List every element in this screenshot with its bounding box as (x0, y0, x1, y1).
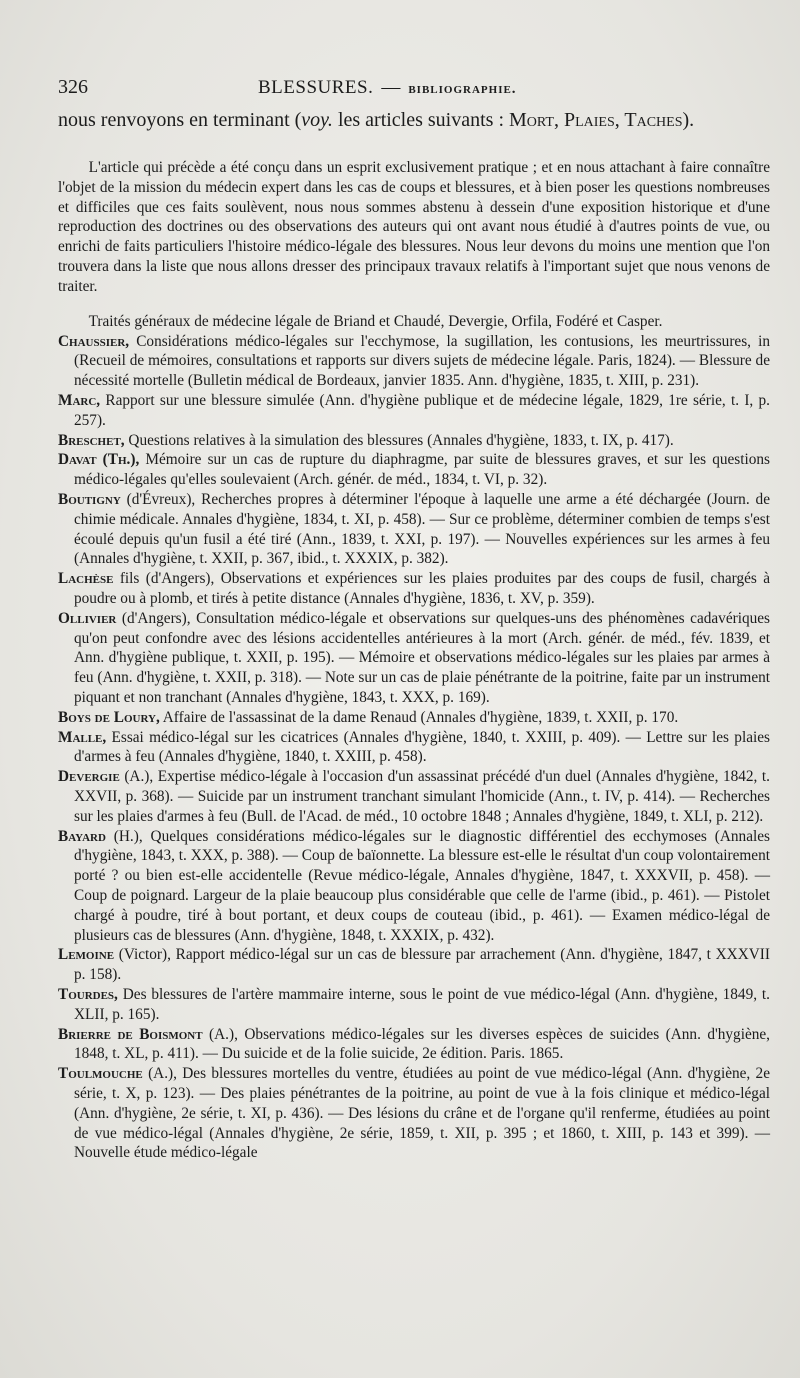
bibliography-entry: Boutigny (d'Évreux), Recherches propres à déterminer l'époque à laquelle une arme a été déchargée (Journ. de chimie médicale. Annales d'hygiène, 1834, t. XI, p. 458). — Sur ce problème, déterminer combien de temps s'est écoulé depuis qu'un fusil a été tiré (Ann., 1839, t. XXI, p. 197). — Nouvelles expériences sur les armes à feu (Annales d'hygiène, t. XXII, p. 367, ibid., t. XXXIX, p. 382). (58, 491, 770, 568)
bibliography-entry: Bayard (H.), Quelques considérations médico-légales sur le diagnostic différentiel des ecchymoses (Annales d'hygiène, 1843, t. XXX, p. 388). — Coup de baïonnette. La blessure est-elle le résultat d'un coup volontairement porté ? ou bien est-elle accidentelle (Revue médico-légale, Annales d'hygiène, 1847, t. XXXVII, p. 458). — Coup de poignard. Largeur de la plaie beaucoup plus considérable que celle de l'arme (ibid., p. 461). — Pistolet chargé à poudre, tiré à bout portant, et deux coups de couteau (ibid., p. 461). — Examen médico-légal de plusieurs cas de blessures (Ann. d'hygiène, 1848, t. XXXIX, p. 432). (58, 827, 770, 944)
bibliography-entry: Breschet, Questions relatives à la simulation des blessures (Annales d'hygiène, 1833, t. IX, p. 417). (58, 431, 674, 449)
bibliography-entry: Toulmouche (A.), Des blessures mortelles du ventre, étudiées au point de vue médico-légal (Ann. d'hygiène, 2e série, t. X, p. 123). — Des plaies pénétrantes de la poitrine, au point de vue à la fois clinique et médico-légal (Ann. d'hygiène, 2e série, t. XI, p. 436). — Des lésions du crâne et de l'organe qu'il renferme, étudiées au point de vue médico-légal (Annales d'hygiène, 2e série, 1859, t. XII, p. 395 ; et 1860, t. XIII, p. 143 et 399). — Nouvelle étude médico-légale (58, 1065, 770, 1162)
bibliography-entry: Brierre de Boismont (A.), Observations médico-légales sur les diverses espèces de suicides (Ann. d'hygiène, 1848, t. XL, p. 411). — Du suicide et de la folie suicide, 2e édition. Paris. 1865. (58, 1025, 771, 1063)
running-head-separator: — (381, 77, 401, 98)
bibliography-entry: Traités généraux de médecine légale de Briand et Chaudé, Devergie, Orfila, Fodéré et Casper. (88, 312, 663, 330)
bibliography-entry: Tourdes, Des blessures de l'artère mammaire interne, sous le point de vue médico-légal (Ann. d'hygiène, 1849, t. XLII, p. 165). (58, 985, 770, 1023)
running-title: BLESSURES. (258, 77, 374, 98)
page-number: 326 (58, 76, 88, 98)
bibliography-entry: Devergie (A.), Expertise médico-légale à l'occasion d'un assassinat précédé d'un duel (Annales d'hygiène, 1842, t. XXVII, p. 368). — Suicide par un instrument tranchant simulant l'homicide (Ann., t. IV, p. 414). — Recherches sur les plaies d'armes à feu (Bull. de l'Acad. de méd., 10 octobre 1848 ; Annales d'hygiène, 1849, t. XLI, p. 212). (58, 768, 770, 825)
intro-paragraph: L'article qui précède a été conçu dans un esprit exclusivement pratique ; et en nous attachant à faire connaître l'objet de la mission du médecin expert dans les cas de coups et blessures, et à bien poser les questions nombreuses et difficiles que ces faits soulèvent, nous nous sommes abstenu à dessein d'une exposition historique et d'une reproduction des doctrines ou des observations des auteurs qui ont avant nous étudié à d'autres points de vue, ou enrichi de faits particuliers l'histoire médico-légale des blessures. Nous leur devons du moins une mention que l'on trouvera dans la liste que nous allons dresser des principaux travaux relatifs à l'important sujet que nous venons de traiter. (58, 159, 770, 295)
running-head (58, 0, 770, 106)
bibliography-entry: Lemoine (Victor), Rapport médico-légal sur un cas de blessure par arrachement (Ann. d'hygiène, 1847, t XXXVII p. 158). (58, 946, 770, 984)
bibliography-list (58, 312, 770, 1163)
cross-references: Mort, Plaies, Taches (509, 109, 683, 131)
bibliography-entry: Lachèse fils (d'Angers), Observations et expériences sur les plaies produites par des coups de fusil, chargés à poudre ou à plomb, et tirés à petite distance (Annales d'hygiène, 1836, t. XV, p. 359). (58, 570, 770, 608)
continuation-line: nous renvoyons en terminant (voy. les articles suivants : Mort, Plaies, Taches). (58, 109, 695, 131)
bibliography-entry: Chaussier, Considérations médico-légales sur l'ecchymose, la sugillation, les contusions, les meurtrissures, in (Recueil de mémoires, consultations et rapports sur divers sujets de médecine légale. Paris, 1824). — Blessure de nécessité mortelle (Bulletin médical de Bordeaux, janvier 1835. Ann. d'hygiène, 1835, t. XIII, p. 231). (58, 332, 770, 390)
bibliography-entry: Malle, Essai médico-légal sur les cicatrices (Annales d'hygiène, 1840, t. XXIII, p. 409). — Lettre sur les plaies d'armes à feu (Annales d'hygiène, 1840, t. XXIII, p. 458). (58, 728, 770, 766)
bibliography-entry: Ollivier (d'Angers), Consultation médico-légale et observations sur quelques-uns des phénomènes cadavériques qu'on peut confondre avec des lésions accidentelles antérieures à la mort (Arch. génér. de méd., fév. 1839, et Ann. d'hygiène publique, t. XXII, p. 195). — Mémoire et observations médico-légales sur les plaies par armes à feu (Ann. d'hygiène, t. XXII, p. 318). — Note sur un cas de plaie pénétrante de la poitrine, faite par un instrument piquant et non tranchant (Annales d'hygiène, 1843, t. XXX, p. 169). (58, 609, 771, 707)
running-subtitle: bibliographie. (408, 81, 517, 97)
bibliography-entry: Davat (Th.), Mémoire sur un cas de rupture du diaphragme, par suite de blessures graves, et sur les questions médico-légales qu'elles soulevaient (Arch. génér. de méd., 1834, t. VI, p. 32). (58, 451, 771, 489)
bibliography-entry: Marc, Rapport sur une blessure simulée (Ann. d'hygiène publique et de médecine légale, 1829, 1re série, t. I, p. 257). (58, 392, 770, 429)
bibliography-entry: Boys de Loury, Affaire de l'assassinat de la dame Renaud (Annales d'hygiène, 1839, t. XXII, p. 170. (58, 708, 679, 726)
